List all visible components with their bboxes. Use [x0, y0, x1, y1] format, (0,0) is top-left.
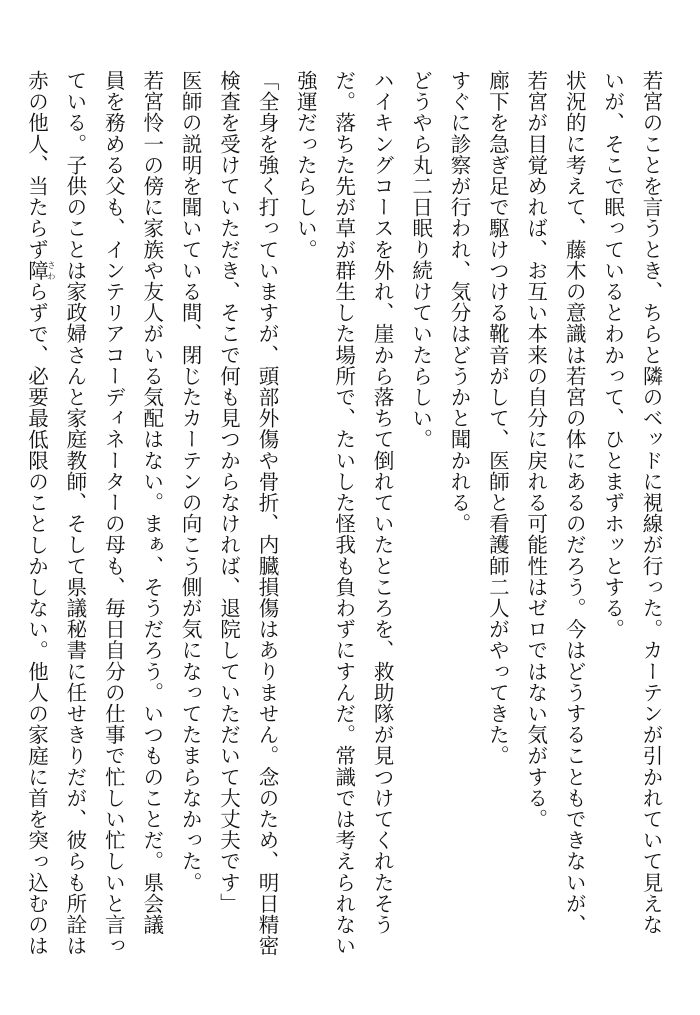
text-line: ている。子供のことは家政婦さんと家庭教師、そして県議秘書に任せきりだが、彼らも所詮は [62, 70, 87, 957]
text-line: 「全身を強く打っていますが、頭部外傷や骨折、内臓損傷はありません。念のため、明日精密 [254, 70, 279, 957]
text-line: 若宮が目覚めれば、お互い本来の自分に戻れる可能性はゼロではない気がする。 [523, 70, 548, 830]
text-line: どうやら丸二日眠り続けていたらしい。 [408, 70, 433, 450]
text-line: すぐに診察が行われ、気分はどうかと聞かれる。 [446, 70, 471, 535]
furigana-ruby: 障さわ [24, 259, 56, 282]
text-line: 医師の説明を聞いている間、閉じたカーテンの向こう側が気になってたまらなかった。 [178, 70, 203, 893]
text-line: 若宮のことを言うとき、ちらと隣のベッドに視線が行った。カーテンが引かれていて見えな [639, 70, 663, 936]
vertical-text-body [10, 70, 670, 970]
text-line: 強運だったらしい。 [293, 70, 318, 260]
text-line: 若宮怜一の傍に家族や友人がいる気配はない。まぁ、そうだろう。いつものことだ。県会議 [139, 70, 164, 936]
furigana-reading: さわ [47, 259, 56, 281]
text-line: 廊下を急ぎ足で駆けつける靴音がして、医師と看護師二人がやってきた。 [485, 70, 510, 767]
text-line-with-furigana: 赤の他人、当たらず障さわらずで、必要最低限のことしかしない。他人の家庭に首を突っ込むのは [24, 70, 56, 957]
text-line: 検査を受けていただき、そこで何も見つからなければ、退院していただいて大丈夫です」 [216, 70, 241, 914]
text-line: 状況的に考えて、藤木の意識は若宮の体にあるのだろう。今はどうすることもできないが、 [562, 70, 587, 936]
text-line: だ。落ちた先が草が群生した場所で、たいした怪我も負わずにすんだ。常識では考えられない [331, 70, 356, 957]
text-line: ハイキングコースを外れ、崖から落ちて倒れていたところを、救助隊が見つけてくれたそう [370, 70, 395, 936]
text-line: いが、そこで眠っているとわかって、ひとまずホッとする。 [600, 70, 625, 640]
text-line: 員を務める父も、インテリアコーディネーターの母も、毎日自分の仕事で忙しい忙しいと言っ [101, 70, 126, 957]
